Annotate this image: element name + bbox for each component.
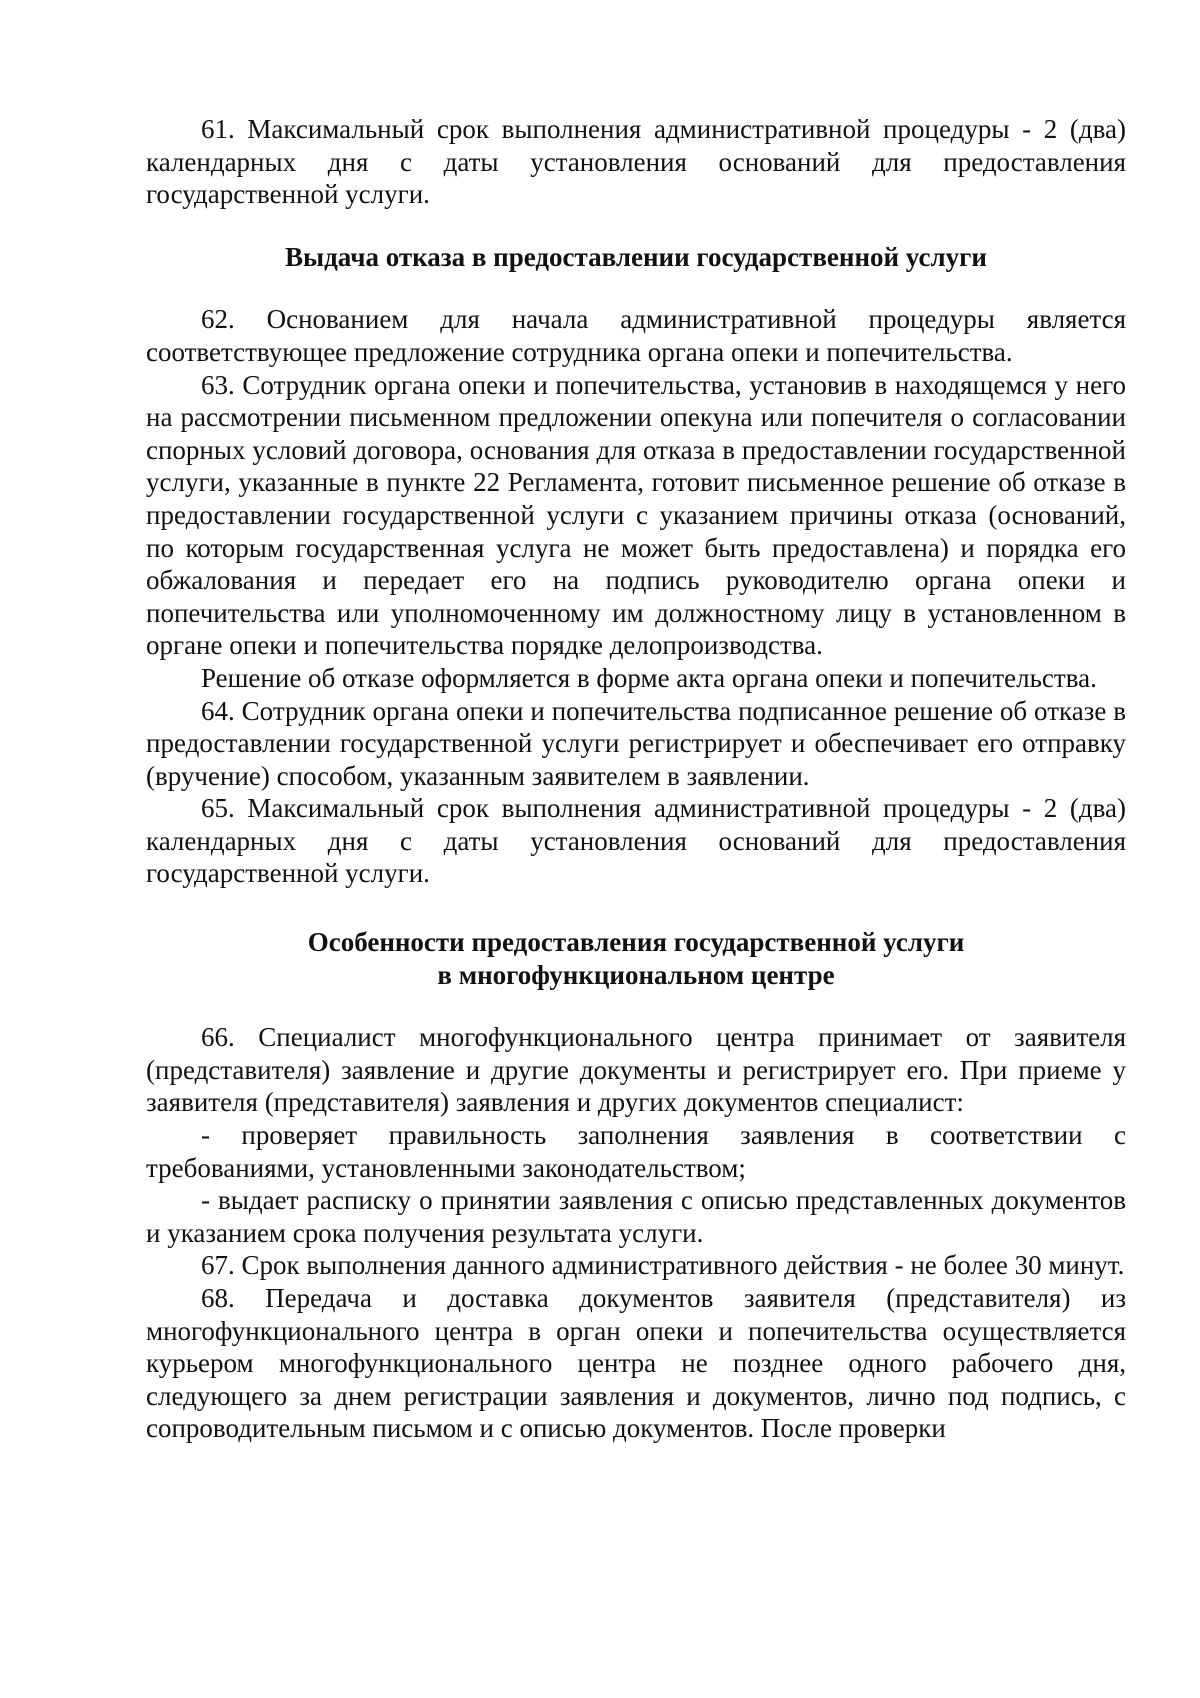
section-heading-refusal: Выдача отказа в предоставлении государственной услуги	[285, 241, 987, 272]
paragraph-62: 62. Основанием для начала административной процедуры является соответствующее предложение сотрудника органа опеки и попечительства.	[146, 304, 1126, 367]
paragraph-68: 68. Передача и доставка документов заявителя (представителя) из многофункционального центра в орган опеки и попечительства осуществляется курьером многофункционального центра не позднее одного рабочего дня, следующего за днем регистрации заявления и документов, лично под подпись, с сопроводительным письмом и с описью документов. После проверки	[146, 1283, 1126, 1444]
document-body	[146, 113, 1126, 1445]
paragraph-refusal-decision: Решение об отказе оформляется в форме акта органа опеки и попечительства.	[201, 662, 1097, 693]
list-item-issue-receipt: - выдает расписку о принятии заявления с описью представленных документов и указанием срока получения результата услуги.	[146, 1185, 1126, 1248]
section-heading-mfc-line-1: Особенности предоставления государственной услуги	[307, 927, 965, 958]
paragraph-65: 65. Максимальный срок выполнения административной процедуры - 2 (два) календарных дня с даты установления оснований для предоставления государственной услуги.	[146, 793, 1126, 889]
paragraph-66: 66. Специалист многофункционального центра принимает от заявителя (представителя) заявление и другие документы и регистрирует его. При приеме у заявителя (представителя) заявления и других документов специалист:	[146, 1022, 1126, 1118]
paragraph-61: 61. Максимальный срок выполнения административной процедуры - 2 (два) календарных дня с даты установления оснований для предоставления государственной услуги.	[146, 114, 1126, 210]
paragraph-67: 67. Срок выполнения данного административного действия - не более 30 минут.	[201, 1250, 1125, 1281]
list-item-check-correctness: - проверяет правильность заполнения заявления в соответствии с требованиями, установленными законодательством;	[146, 1120, 1126, 1183]
paragraph-63: 63. Сотрудник органа опеки и попечительства, установив в находящемся у него на рассмотрении письменном предложении опекуна или попечителя о согласовании спорных условий договора, основания для отказа в предоставлении государственной услуги, указанные в пункте 22 Регламента, готовит письменное решение об отказе в предоставлении государственной услуги с указанием причины отказа (оснований, по которым государственная услуга не может быть предоставлена) и порядка его обжалования и передает его на подпись руководителю органа опеки и попечительства или уполномоченному им должностному лицу в установленном в органе опеки и попечительства порядке делопроизводства.	[146, 369, 1126, 661]
section-heading-mfc-line-2: в многофункциональном центре	[437, 959, 835, 990]
paragraph-64: 64. Сотрудник органа опеки и попечительства подписанное решение об отказе в предоставлении государственной услуги регистрирует и обеспечивает его отправку (вручение) способом, указанным заявителем в заявлении.	[146, 695, 1126, 791]
section-heading-mfc	[146, 926, 1126, 991]
